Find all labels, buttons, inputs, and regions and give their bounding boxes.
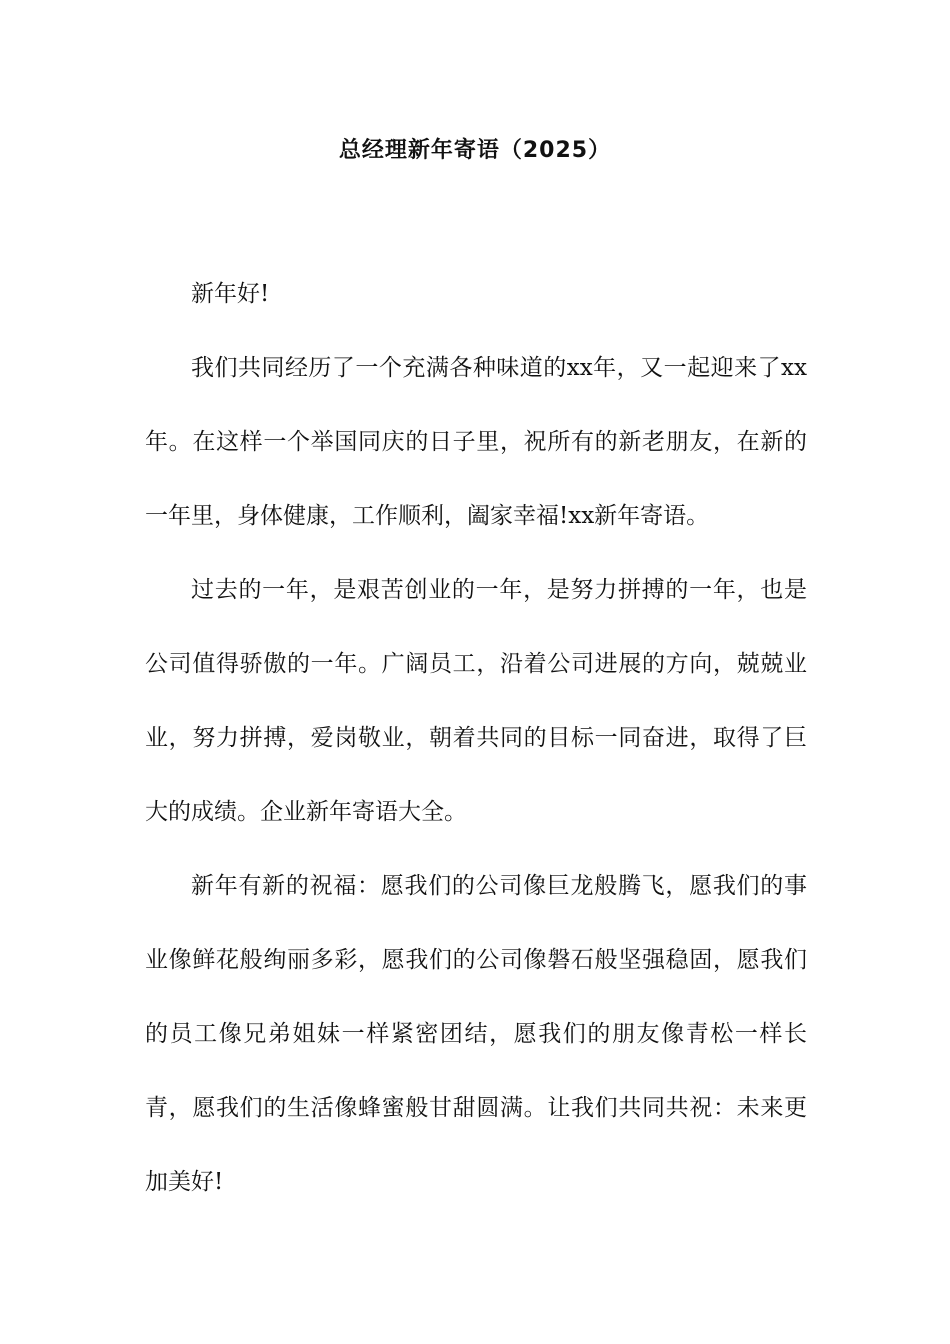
document-body [145, 257, 807, 1219]
paragraph-past-year-review: 过去的一年，是艰苦创业的一年，是努力拼搏的一年，也是公司值得骄傲的一年。广阔员工，沿着公司进展的方向，兢兢业业，努力拼搏，爱岗敬业，朝着共同的目标一同奋进，取得了巨大的成绩。企业新年寄语大全。 [145, 577, 807, 825]
document-title: 总经理新年寄语（2025） [338, 138, 612, 163]
paragraph-greeting: 新年好! [191, 281, 270, 307]
paragraph-blessings: 新年有新的祝福：愿我们的公司像巨龙般腾飞，愿我们的事业像鲜花般绚丽多彩，愿我们的公司像磐石般坚强稳固，愿我们的员工像兄弟姐妹一样紧密团结，愿我们的朋友像青松一样长青，愿我们的生活像蜂蜜般甘甜圆满。让我们共同共祝：未来更加美好! [145, 873, 807, 1195]
paragraph-new-year-wishes: 我们共同经历了一个充满各种味道的xx年，又一起迎来了xx年。在这样一个举国同庆的日子里，祝所有的新老朋友，在新的一年里，身体健康，工作顺利，阖家幸福!xx新年寄语。 [145, 355, 807, 529]
